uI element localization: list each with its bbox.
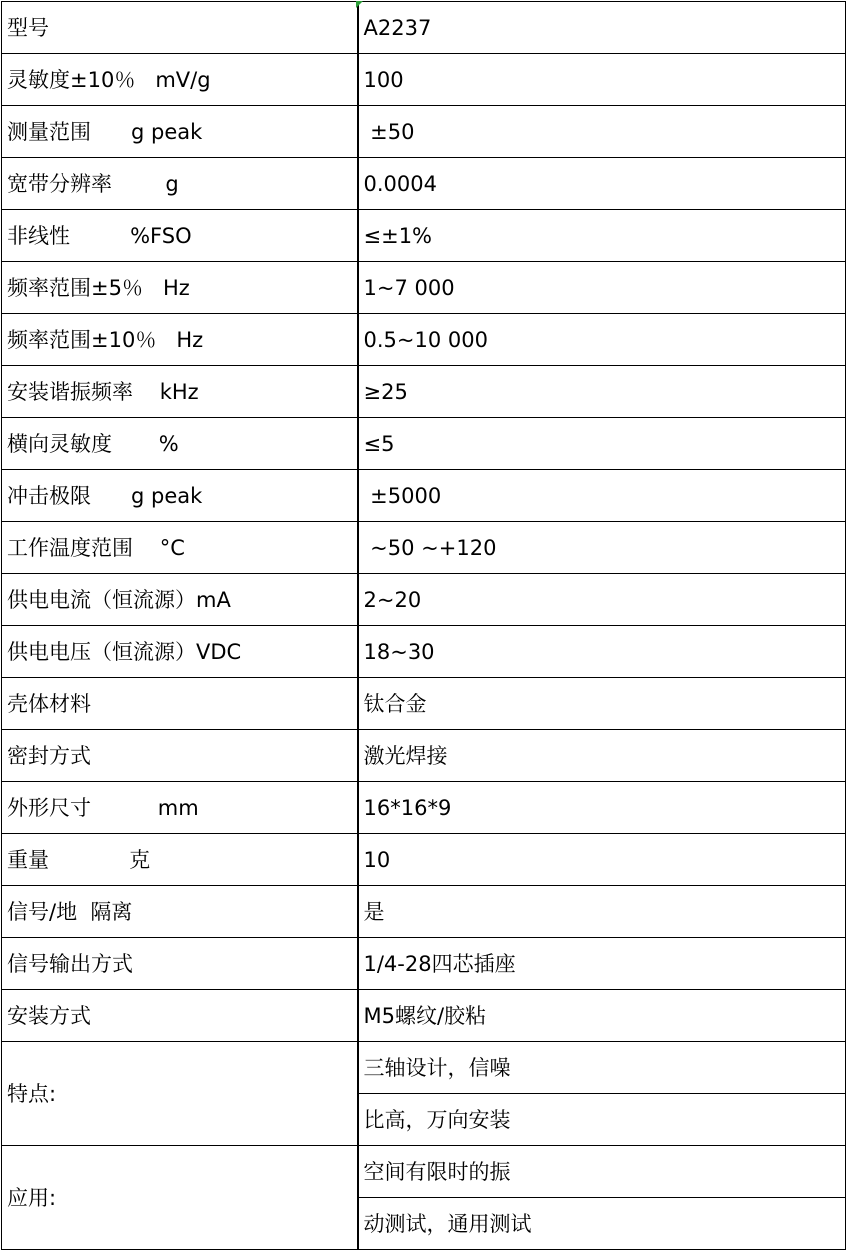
row-label: 工作温度范围 °C [2, 522, 358, 574]
row-value: ±5000 [358, 470, 846, 522]
row-value: 16*16*9 [358, 782, 846, 834]
row-value: 激光焊接 [358, 730, 846, 782]
row-label: 壳体材料 [2, 678, 358, 730]
table-row [2, 782, 846, 834]
table-row [2, 470, 846, 522]
row-value: 0.5~10 000 [358, 314, 846, 366]
table-row [2, 626, 846, 678]
table-row [2, 262, 846, 314]
row-value: 是 [358, 886, 846, 938]
cell-corner-marker [356, 1, 363, 8]
row-label: 信号输出方式 [2, 938, 358, 990]
row-value: M5螺纹/胶粘 [358, 990, 846, 1042]
row-value: 18~30 [358, 626, 846, 678]
row-value: 钛合金 [358, 678, 846, 730]
applications-row [2, 1146, 846, 1198]
table-row [2, 366, 846, 418]
table-row [2, 834, 846, 886]
features-line-1: 三轴设计，信噪 [358, 1042, 846, 1094]
applications-line-2: 动测试，通用测试 [358, 1198, 846, 1250]
table-row [2, 990, 846, 1042]
table-row [2, 2, 846, 54]
table-row [2, 886, 846, 938]
table-row [2, 210, 846, 262]
spec-table [1, 1, 846, 1250]
row-label: 外形尺寸 mm [2, 782, 358, 834]
row-label: 安装方式 [2, 990, 358, 1042]
row-label: 重量 克 [2, 834, 358, 886]
row-value: 2~20 [358, 574, 846, 626]
features-line-2: 比高，万向安装 [358, 1094, 846, 1146]
table-row [2, 418, 846, 470]
row-label: 安装谐振频率 kHz [2, 366, 358, 418]
row-label: 供电电压（恒流源）VDC [2, 626, 358, 678]
row-label: 频率范围±10％ Hz [2, 314, 358, 366]
row-label: 横向灵敏度 % [2, 418, 358, 470]
row-label: 型号 [2, 2, 358, 54]
row-value: ≤5 [358, 418, 846, 470]
row-label: 宽带分辨率 g [2, 158, 358, 210]
table-row [2, 106, 846, 158]
row-value: ≤±1% [358, 210, 846, 262]
table-row [2, 158, 846, 210]
table-row [2, 938, 846, 990]
row-value: 10 [358, 834, 846, 886]
row-value: 1~7 000 [358, 262, 846, 314]
row-value: ±50 [358, 106, 846, 158]
row-label: 密封方式 [2, 730, 358, 782]
features-label: 特点: [2, 1042, 358, 1146]
table-row [2, 54, 846, 106]
applications-label: 应用: [2, 1146, 358, 1250]
applications-line-1: 空间有限时的振 [358, 1146, 846, 1198]
row-label: 供电电流（恒流源）mA [2, 574, 358, 626]
spec-table-body [2, 2, 846, 1250]
row-label: 冲击极限 g peak [2, 470, 358, 522]
row-value: 100 [358, 54, 846, 106]
row-label: 灵敏度±10％ mV/g [2, 54, 358, 106]
table-row [2, 522, 846, 574]
row-label: 测量范围 g peak [2, 106, 358, 158]
row-value: ≥25 [358, 366, 846, 418]
row-label: 非线性 %FSO [2, 210, 358, 262]
row-label: 频率范围±5％ Hz [2, 262, 358, 314]
row-value: 0.0004 [358, 158, 846, 210]
table-row [2, 314, 846, 366]
row-value: ~50 ~+120 [358, 522, 846, 574]
row-value: A2237 [358, 2, 846, 54]
features-row [2, 1042, 846, 1094]
table-row [2, 574, 846, 626]
row-label: 信号/地 隔离 [2, 886, 358, 938]
table-row [2, 730, 846, 782]
row-value: 1/4-28四芯插座 [358, 938, 846, 990]
table-row [2, 678, 846, 730]
